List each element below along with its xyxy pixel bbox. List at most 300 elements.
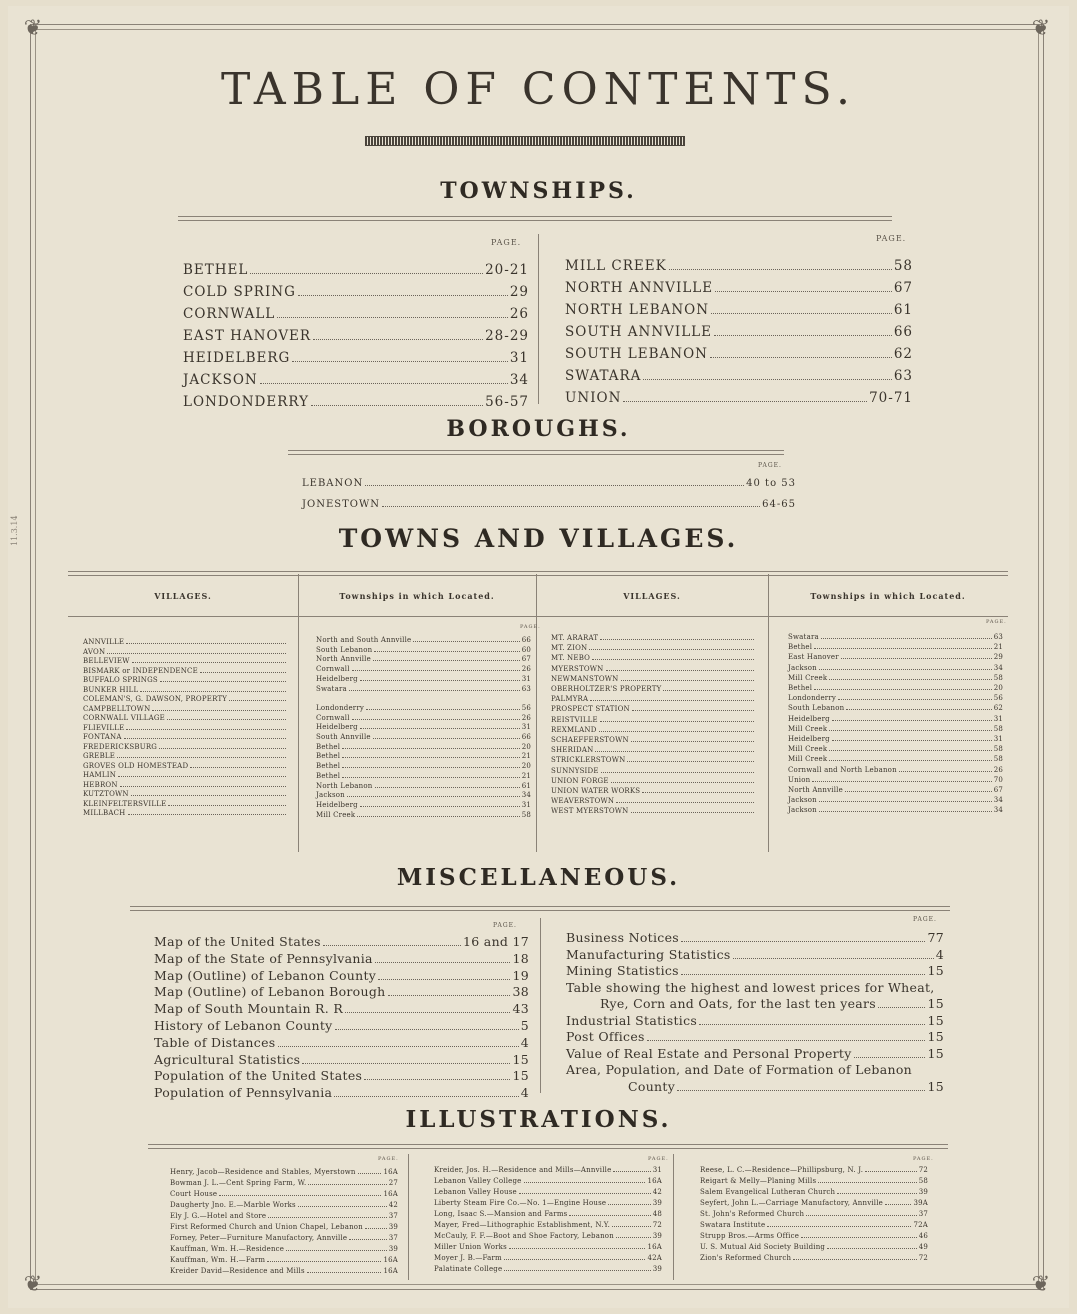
entry-page: 66	[521, 733, 531, 741]
entry-label: Map of the State of Pennsylvania	[154, 950, 373, 966]
leader-dots	[250, 273, 483, 274]
entry-page: 39	[388, 1245, 398, 1253]
leader-dots	[374, 651, 519, 652]
entry-page: 40 to 53	[746, 478, 796, 489]
entry-label: Kreider David—Residence and Mills	[170, 1267, 305, 1275]
entry-label: MYERSTOWN	[551, 664, 604, 673]
leader-dots	[681, 974, 926, 975]
toc-entry	[700, 1210, 928, 1219]
toc-entry	[83, 724, 288, 733]
entry-page: 58	[993, 724, 1003, 733]
leader-dots	[677, 1090, 925, 1091]
entry-label: COLD SPRING	[183, 284, 296, 300]
entry-page: 70	[993, 775, 1003, 784]
leader-dots	[681, 941, 925, 942]
toc-entry	[628, 1079, 944, 1094]
page-label: PAGE.	[986, 619, 1007, 625]
toc-entry	[551, 634, 756, 643]
toc-entry	[788, 633, 1003, 642]
toc-entry	[551, 726, 756, 735]
toc-entry	[316, 782, 531, 791]
entry-page: 29	[509, 284, 529, 300]
entry-page: 70-71	[869, 390, 913, 406]
entry-label: Jackson	[316, 791, 345, 800]
entry-label: Business Notices	[566, 930, 679, 945]
towns-header-rule	[68, 616, 1008, 617]
leader-dots	[308, 1184, 386, 1185]
leader-dots	[311, 405, 483, 406]
leader-dots	[298, 1206, 387, 1207]
leader-dots	[366, 709, 520, 710]
toc-entry	[434, 1265, 662, 1274]
toc-entry	[83, 800, 288, 809]
entry-label: Post Offices	[566, 1029, 645, 1044]
leader-dots	[160, 681, 286, 682]
leader-dots	[342, 767, 519, 768]
boroughs-rule	[288, 450, 784, 455]
entry-label: Swatara	[788, 633, 819, 641]
entry-label: Mill Creek	[788, 755, 828, 764]
leader-dots	[360, 680, 520, 681]
toc-entry	[170, 1245, 398, 1254]
entry-label: Ely J. G.—Hotel and Store	[170, 1212, 267, 1220]
entry-label: Cornwall	[316, 665, 350, 674]
entry-label: PROSPECT STATION	[551, 705, 630, 714]
toc-entry: Area, Population, and Date of Formation of Lebanon	[566, 1062, 913, 1077]
leader-dots	[829, 760, 991, 761]
toc-entry	[183, 306, 529, 322]
entry-page: 58	[993, 673, 1003, 682]
leader-dots	[373, 738, 520, 739]
entry-label: South Annville	[316, 733, 371, 741]
toc-entry	[316, 791, 531, 800]
entry-page: 39	[652, 1265, 662, 1273]
toc-entry	[316, 704, 531, 713]
leader-dots	[278, 1046, 519, 1047]
entry-label: FREDERICKSBURG	[83, 742, 158, 751]
entry-label: First Reformed Church and Union Chapel, Lebanon	[170, 1223, 363, 1231]
entry-label: Map of South Mountain R. R	[154, 1001, 344, 1017]
toc-entry	[154, 1035, 529, 1050]
toc-entry	[551, 695, 756, 704]
toc-entry	[316, 733, 531, 742]
townships-divider	[538, 234, 539, 404]
entry-label: Bethel	[788, 643, 813, 652]
toc-entry	[700, 1254, 928, 1263]
entry-page: 31	[509, 350, 529, 366]
toc-entry	[788, 684, 1003, 693]
leader-dots	[364, 1079, 510, 1080]
entry-page: 26	[521, 713, 531, 722]
entry-label: MT. NEBO	[551, 654, 591, 663]
entry-label: Bethel	[316, 771, 341, 780]
illustrations-heading: ILLUSTRATIONS.	[405, 1106, 672, 1133]
toc-entry	[83, 809, 288, 818]
entry-label: Mayer, Fred—Lithographic Establishment, N.Y.	[434, 1221, 611, 1229]
leader-dots	[837, 1193, 916, 1194]
leader-dots	[832, 740, 992, 741]
leader-dots	[342, 777, 519, 778]
entry-label: St. John's Reformed Church	[700, 1210, 805, 1218]
toc-entry	[316, 655, 531, 664]
entry-label: South Lebanon	[316, 645, 373, 654]
entry-page: 64-65	[762, 499, 796, 510]
entry-page: 15	[927, 1029, 944, 1044]
entry-page: 58	[993, 745, 1003, 754]
entry-page: 26	[509, 306, 529, 322]
misc-heading: MISCELLANEOUS.	[396, 864, 681, 891]
toc-entry	[565, 324, 913, 340]
toc-entry	[434, 1243, 662, 1252]
villages-column-header: VILLAGES.	[623, 591, 681, 601]
entry-label: Swatara	[316, 684, 347, 693]
leader-dots	[832, 720, 992, 721]
leader-dots	[595, 751, 754, 752]
leader-dots	[827, 1248, 917, 1249]
toc-entry	[83, 743, 288, 752]
toc-entry	[565, 390, 913, 406]
toc-entry	[434, 1188, 662, 1197]
entry-label: Cornwall	[316, 713, 350, 722]
entry-label: UNION	[565, 390, 622, 406]
entry-page: 37	[388, 1212, 398, 1220]
entry-label: Heidelberg	[788, 735, 830, 743]
leader-dots	[621, 680, 754, 681]
leader-dots	[352, 719, 520, 720]
margin-note: 11.3.14	[10, 515, 19, 546]
leader-dots	[569, 1215, 650, 1216]
entry-label: Miller Union Works	[434, 1243, 507, 1251]
entry-label: Londonderry	[316, 703, 365, 712]
entry-label: SOUTH ANNVILLE	[565, 324, 713, 340]
entry-page: 63	[993, 633, 1003, 641]
page-label: PAGE.	[648, 1156, 669, 1162]
toc-entry	[551, 777, 756, 786]
entry-page: 16A	[383, 1267, 398, 1275]
leader-dots	[814, 689, 991, 690]
entry-page: 15	[927, 1045, 944, 1061]
entry-page: 16A	[383, 1190, 398, 1198]
corner-ornament-icon: ❦	[1031, 1272, 1051, 1297]
leader-dots	[631, 812, 755, 813]
entry-page: 31	[521, 723, 531, 732]
toc-entry	[434, 1254, 662, 1263]
leader-dots	[323, 945, 461, 946]
entry-label: Jackson	[788, 806, 817, 815]
entry-label: LEBANON	[302, 478, 364, 489]
entry-page: 31	[652, 1166, 662, 1174]
entry-page: 15	[927, 1012, 944, 1028]
leader-dots	[131, 795, 286, 796]
toc-entry	[83, 686, 288, 695]
leader-dots	[601, 772, 754, 773]
leader-dots	[819, 811, 992, 812]
entry-label: Industrial Statistics	[566, 1012, 698, 1028]
toc-entry	[302, 499, 796, 510]
leader-dots	[260, 383, 508, 384]
toc-entry	[154, 1052, 529, 1067]
leader-dots	[613, 1171, 650, 1172]
entry-page: 20	[521, 762, 531, 771]
entry-label: CORNWALL VILLAGE	[83, 714, 165, 722]
entry-page: 63	[893, 368, 913, 384]
leader-dots	[647, 1040, 926, 1041]
entry-page: 34	[993, 796, 1003, 805]
entry-label: Value of Real Estate and Personal Property	[566, 1045, 852, 1061]
misc-rule	[130, 906, 950, 911]
entry-page: 18	[512, 950, 529, 966]
entry-label: KLEINFELTERSVILLE	[83, 799, 167, 808]
toc-entry	[154, 984, 529, 999]
toc-entry	[700, 1166, 928, 1175]
leader-dots	[819, 801, 992, 802]
entry-page: 5	[520, 1018, 529, 1033]
entry-label: REISTVILLE	[551, 715, 598, 724]
leader-dots	[268, 1217, 386, 1218]
leader-dots	[829, 679, 991, 680]
leader-dots	[814, 648, 991, 649]
leader-dots	[219, 1195, 381, 1196]
entry-page: 20	[993, 684, 1003, 692]
entry-label: JONESTOWN	[302, 499, 381, 510]
leader-dots	[854, 1057, 926, 1058]
leader-dots	[865, 1171, 917, 1172]
leader-dots	[267, 1261, 381, 1262]
leader-dots	[347, 796, 520, 797]
entry-label: SHERIDAN	[551, 746, 594, 755]
leader-dots	[132, 662, 286, 663]
entry-page: 34	[993, 806, 1003, 815]
leader-dots	[373, 660, 520, 661]
entry-page: 26	[993, 765, 1003, 774]
page-title: TABLE OF CONTENTS.	[220, 64, 857, 115]
entry-page: 72	[652, 1221, 662, 1229]
entry-page: 58	[993, 755, 1003, 764]
leader-dots	[382, 506, 760, 507]
entry-label: Moyer J. B.—Farm	[434, 1254, 502, 1262]
entry-label: Liberty Steam Fire Co.—No. 1—Engine House	[434, 1199, 607, 1207]
entry-label: BUNKER HILL	[83, 685, 139, 694]
entry-label: BUFFALO SPRINGS	[83, 676, 158, 684]
toc-entry	[183, 350, 529, 366]
toc-entry	[788, 745, 1003, 754]
entry-page: 34	[993, 663, 1003, 672]
entry-label: PALMYRA	[551, 695, 589, 704]
leader-dots	[711, 313, 892, 314]
toc-entry	[566, 947, 944, 962]
toc-entry	[170, 1223, 398, 1232]
entry-label: OBERHOLTZER'S PROPERTY	[551, 685, 662, 693]
entry-label: Mill Creek	[788, 724, 828, 733]
entry-label: Londonderry	[788, 694, 837, 703]
entry-page: 66	[521, 636, 531, 644]
toc-entry	[170, 1190, 398, 1199]
toc-entry	[788, 735, 1003, 744]
corner-ornament-icon: ❦	[23, 1272, 43, 1297]
leader-dots	[589, 649, 754, 650]
toc-entry	[700, 1243, 928, 1252]
toc-entry	[788, 664, 1003, 673]
leader-dots	[358, 1173, 382, 1174]
entry-page: 21	[521, 752, 531, 761]
entry-label: Map (Outline) of Lebanon County	[154, 967, 377, 983]
entry-label: North Annville	[316, 655, 371, 664]
townships-column-header: Townships in which Located.	[810, 591, 966, 601]
leader-dots	[623, 401, 867, 402]
leader-dots	[829, 730, 991, 731]
leader-dots	[699, 1024, 925, 1025]
entry-page: 58	[893, 258, 913, 274]
entry-label: NEWMANSTOWN	[551, 674, 619, 683]
entry-label: Jackson	[788, 663, 817, 672]
entry-page: 4	[520, 1085, 529, 1101]
toc-entry	[170, 1234, 398, 1243]
leader-dots	[715, 291, 892, 292]
entry-label: NORTH ANNVILLE	[565, 280, 714, 296]
toc-entry	[565, 258, 913, 274]
misc-divider	[540, 918, 541, 1093]
entry-page: 37	[388, 1234, 398, 1242]
toc-entry	[83, 657, 288, 666]
toc-entry	[316, 772, 531, 781]
entry-page: 39	[388, 1223, 398, 1231]
entry-label: Palatinate College	[434, 1265, 503, 1273]
toc-entry	[83, 638, 288, 647]
toc-entry	[170, 1256, 398, 1265]
entry-page: 63	[521, 684, 531, 693]
toc-entry	[154, 1018, 529, 1033]
towns-rule	[68, 571, 1008, 576]
toc-entry	[551, 746, 756, 755]
toc-entry	[316, 636, 531, 645]
toc-entry	[788, 776, 1003, 785]
entry-page: 61	[893, 302, 913, 318]
entry-label: STRICKLERSTOWN	[551, 756, 626, 765]
entry-label: MT. ARARAT	[551, 634, 599, 642]
leader-dots	[608, 1204, 650, 1205]
townships-column-header: Townships in which Located.	[339, 591, 495, 601]
page-label: PAGE.	[913, 1156, 934, 1162]
entry-page: 48	[652, 1210, 662, 1218]
entry-label: GREBLE	[83, 752, 116, 760]
entry-label: Strupp Bros.—Arms Office	[700, 1232, 800, 1240]
entry-page: 72	[918, 1254, 928, 1262]
entry-page: 39	[652, 1199, 662, 1207]
entry-page: 42A	[647, 1254, 662, 1262]
leader-dots	[812, 781, 991, 782]
entry-label: Rye, Corn and Oats, for the last ten years	[600, 996, 877, 1011]
entry-label: MT. ZION	[551, 644, 588, 653]
leader-dots	[590, 700, 754, 701]
entry-label: SOUTH LEBANON	[565, 346, 708, 362]
toc-entry	[154, 1001, 529, 1016]
entry-page: 56	[521, 703, 531, 712]
entry-label: KUTZTOWN	[83, 790, 129, 798]
toc-entry	[565, 280, 913, 296]
entry-label: Bethel	[316, 752, 341, 761]
leader-dots	[190, 767, 286, 768]
illustrations-rule	[148, 1144, 948, 1149]
leader-dots	[349, 690, 520, 691]
entry-label: UNION WATER WORKS	[551, 787, 641, 795]
leader-dots	[360, 806, 520, 807]
toc-entry	[83, 762, 288, 771]
entry-label: Mill Creek	[788, 673, 828, 682]
towns-heading: TOWNS AND VILLAGES.	[338, 524, 739, 553]
leader-dots	[335, 1029, 519, 1030]
toc-entry	[566, 930, 944, 945]
toc-entry	[183, 394, 529, 410]
entry-label: McCauly, F. F.—Boot and Shoe Factory, Lebanon	[434, 1232, 614, 1240]
entry-page: 34	[521, 791, 531, 800]
entry-page: 16A	[647, 1243, 662, 1251]
toc-entry	[551, 797, 756, 806]
leader-dots	[519, 1193, 651, 1194]
toc-entry	[551, 654, 756, 663]
entry-page: 21	[521, 771, 531, 780]
title-rule	[365, 136, 685, 146]
toc-entry	[600, 996, 944, 1011]
leader-dots	[838, 699, 992, 700]
leader-dots	[818, 1182, 916, 1183]
leader-dots	[126, 729, 286, 730]
toc-entry	[183, 284, 529, 300]
leader-dots	[841, 658, 992, 659]
toc-entry	[551, 807, 756, 816]
leader-dots	[600, 721, 754, 722]
entry-page: 58	[521, 810, 531, 819]
entry-page: 31	[993, 735, 1003, 743]
entry-page: 15	[512, 1051, 529, 1067]
entry-label: Heidelberg	[316, 800, 358, 809]
entry-label: HAMLIN	[83, 771, 117, 779]
leader-dots	[606, 670, 755, 671]
entry-label: EAST HANOVER	[183, 328, 312, 344]
villages-column-header: VILLAGES.	[154, 591, 212, 601]
entry-page: 31	[993, 714, 1003, 723]
toc-entry	[316, 714, 531, 723]
entry-page: 34	[509, 372, 529, 388]
entry-page: 62	[993, 704, 1003, 713]
entry-label: Salem Evangelical Lutheran Church	[700, 1188, 836, 1196]
toc-entry	[316, 675, 531, 684]
toc-entry	[154, 968, 529, 983]
leader-dots	[357, 816, 519, 817]
toc-entry	[316, 665, 531, 674]
toc-entry	[788, 704, 1003, 713]
entry-label: South Lebanon	[788, 704, 845, 713]
entry-page: 15	[927, 1078, 944, 1094]
toc-entry	[788, 725, 1003, 734]
entry-page: 72	[918, 1166, 928, 1174]
leader-dots	[365, 1228, 387, 1229]
entry-page: 67	[993, 786, 1003, 794]
entry-label: Heidelberg	[316, 723, 358, 732]
page-label: PAGE.	[758, 462, 782, 469]
entry-page: 72A	[913, 1221, 928, 1229]
entry-label: Population of Pennsylvania	[154, 1085, 333, 1101]
entry-page: 58	[918, 1177, 928, 1185]
entry-label: Lebanon Valley College	[434, 1177, 522, 1185]
entry-label: Bowman J. L.—Cent Spring Farm, W.	[170, 1179, 307, 1187]
entry-page: 20	[521, 742, 531, 751]
entry-page: 60	[521, 645, 531, 654]
toc-entry	[183, 372, 529, 388]
leader-dots	[592, 659, 754, 660]
entry-page: 16 and 17	[463, 934, 529, 949]
leader-dots	[642, 792, 754, 793]
toc-entry	[316, 801, 531, 810]
